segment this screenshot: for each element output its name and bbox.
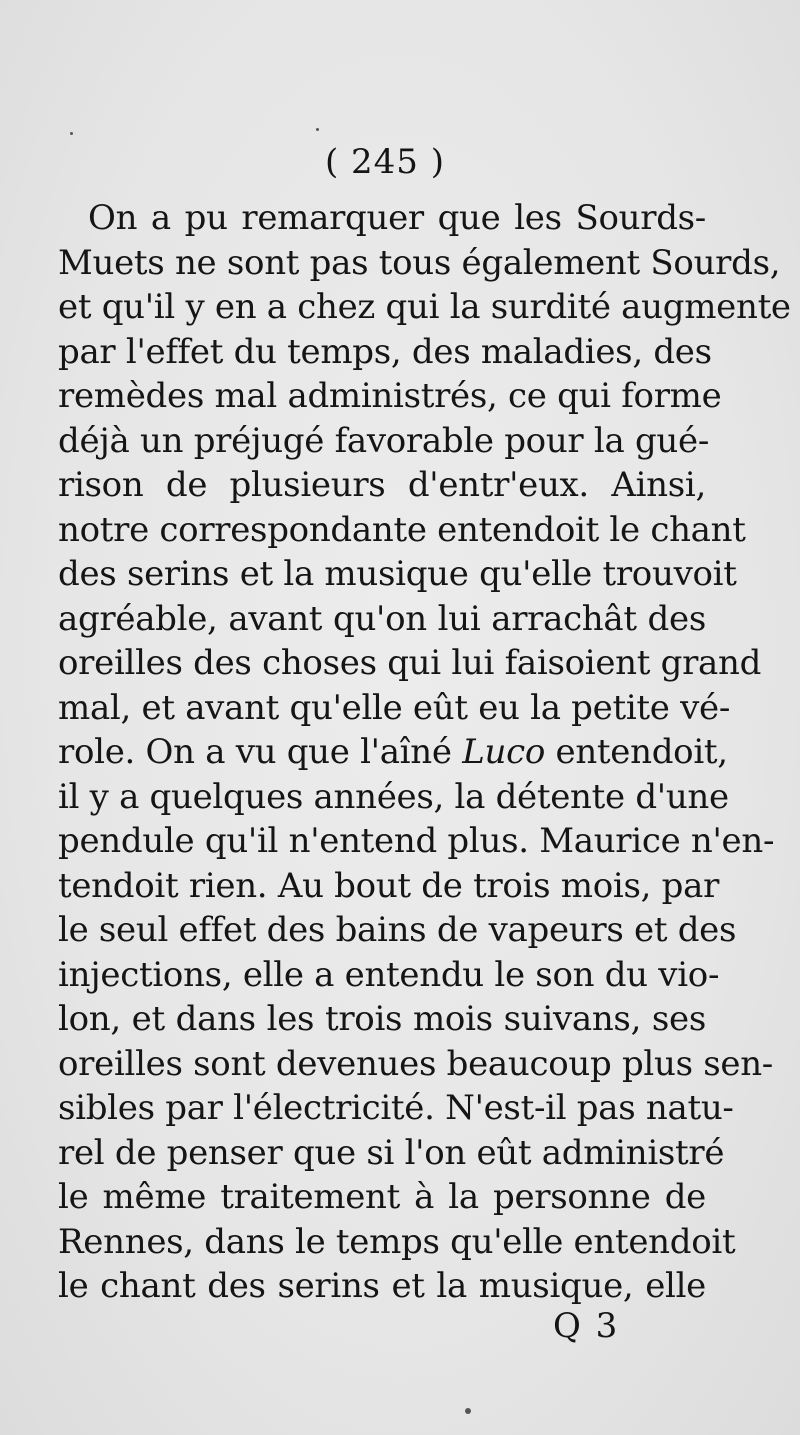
text-line: déjà un préjugé favorable pour la gué- [58,420,710,461]
text-line: mal, et avant qu'elle eût eu la petite vé- [58,687,731,728]
text-line: le même traitement à la personne de [58,1177,706,1217]
text-line: et qu'il y en a chez qui la surdité augmente [58,287,791,327]
signature-mark: Q 3 [553,1306,620,1346]
body-text [58,196,791,1309]
text-line: par l'effet du temps, des maladies, des [58,331,712,372]
ink-speck [70,132,73,135]
ink-speck [316,128,319,131]
text-line-with-italic [58,730,728,775]
text-line: agréable, avant qu'on lui arrachât des [58,598,706,639]
text-line: Rennes, dans le temps qu'elle entendoit [58,1221,736,1262]
text-line: pendule qu'il n'entend plus. Maurice n'en- [58,821,775,861]
text-line: tendoit rien. Au bout de trois mois, par [58,865,720,906]
ink-speck [465,1408,471,1414]
text-segment: role. On a vu que l'aîné [58,732,452,772]
text-line: des serins et la musique qu'elle trouvoit [58,554,737,594]
text-line: Muets ne sont pas tous également Sourds, [58,242,781,283]
text-line: oreilles sont devenues beaucoup plus sen- [58,1043,773,1084]
text-line: il y a quelques années, la détente d'une [58,776,729,817]
text-line: lon, et dans les trois mois suivans, ses [58,999,706,1039]
page-number: ( 245 ) [324,142,446,182]
text-segment: entendoit, [555,732,728,772]
text-line: rison de plusieurs d'entr'eux. Ainsi, [58,465,706,505]
text-line: sibles par l'électricité. N'est-il pas natu- [58,1088,734,1128]
text-line: le chant des serins et la musique, elle [58,1266,706,1306]
text-line: oreilles des choses qui lui faisoient grand [58,643,762,683]
text-line: rel de penser que si l'on eût administré [58,1132,725,1173]
text-line: injections, elle a entendu le son du vio- [58,954,720,995]
text-line: le seul effet des bains de vapeurs et des [58,910,737,950]
text-line: remèdes mal administrés, ce qui forme [58,376,722,416]
italic-name: Luco [462,732,545,772]
text-line: notre correspondante entendoit le chant [58,509,746,550]
text-line: On a pu remarquer que les Sourds- [88,198,706,238]
